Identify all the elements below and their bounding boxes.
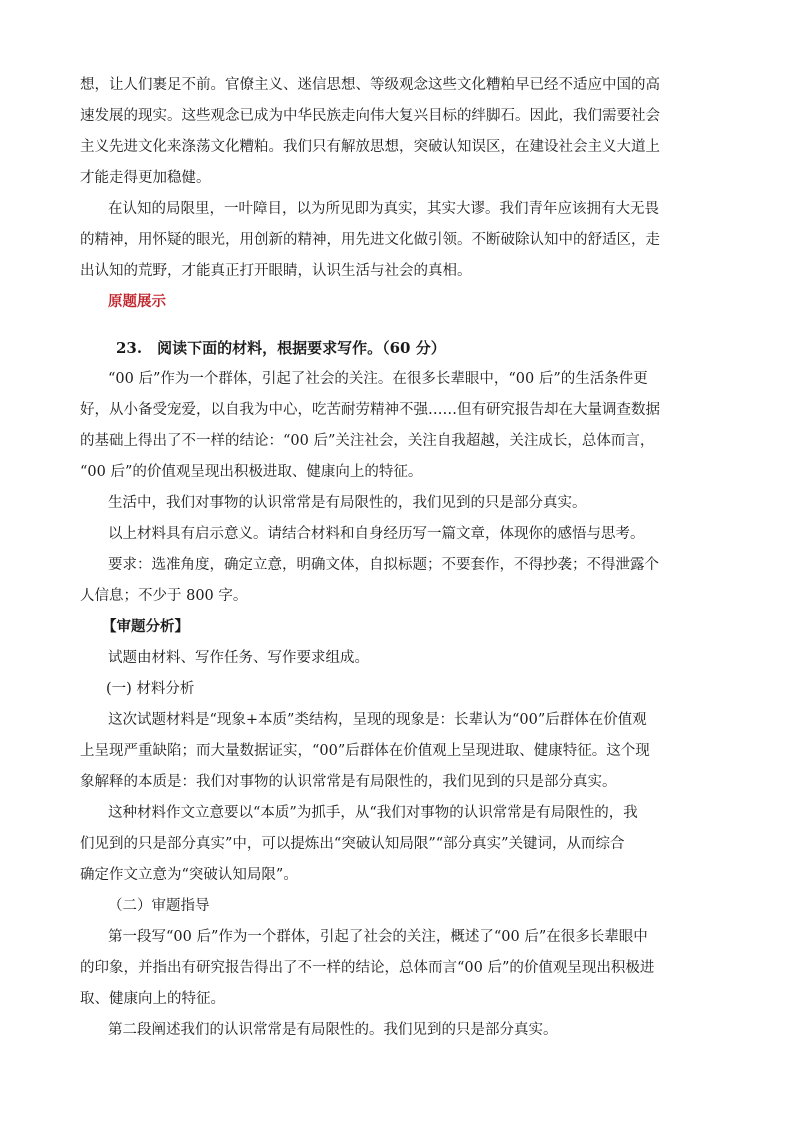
paragraph-line: 想，让人们裹足不前。官僚主义、迷信思想、等级观念这些文化糟粕早已经不适应中国的高 <box>80 77 660 93</box>
paragraph-line: 好，从小备受宠爱，以自我为中心，吃苦耐劳精神不强……但有研究报告却在大量调查数据 <box>80 402 660 418</box>
paragraph-line: 的印象，并指出有研究报告得出了不一样的结论，总体而言“00 后”的价值观呈现出积极进 <box>80 960 655 976</box>
paragraph-line: 的基础上得出了不一样的结论：“00 后”关注社会，关注自我超越，关注成长，总体而言， <box>80 433 655 449</box>
paragraph-line: 象解释的本质是：我们对事物的认识常常是有局限性的，我们见到的只是部分真实。 <box>80 774 617 790</box>
paragraph-line: 第一段写“00 后”作为一个群体，引起了社会的关注，概述了“00 后”在很多长辈眼中 <box>108 929 648 945</box>
paragraph-line: 人信息；不少于 800 字。 <box>80 588 248 604</box>
paragraph-line: 才能走得更加稳健。 <box>80 170 211 186</box>
paragraph-line: 速发展的现实。这些观念已成为中华民族走向伟大复兴目标的绊脚石。因此，我们需要社会 <box>80 108 660 124</box>
question-title: 23. 阅读下面的材料，根据要求写作。（60 分） <box>116 339 446 357</box>
paragraph-line: 在认知的局限里，一叶障目，以为所见即为真实，其实大谬。我们青年应该拥有大无畏 <box>108 201 659 217</box>
paragraph-line: 第二段阐述我们的认识常常是有局限性的。我们见到的只是部分真实。 <box>108 1022 558 1038</box>
paragraph-line: 生活中，我们对事物的认识常常是有局限性的，我们见到的只是部分真实。 <box>108 495 587 511</box>
paragraph-line: 的精神，用怀疑的眼光，用创新的精神，用先进文化做引领。不断破除认知中的舒适区，走 <box>80 232 660 248</box>
paragraph-line: “00 后”的价值观呈现出积极进取、健康向上的特征。 <box>80 464 423 480</box>
paragraph-line: 上呈现严重缺陷；而大量数据证实，“00”后群体在价值观上呈现进取、健康特征。这个现 <box>80 743 650 759</box>
paragraph-line: 这次试题材料是“现象+本质”类结构，呈现的现象是：长辈认为“00”后群体在价值观 <box>108 712 647 728</box>
paragraph-line: 取、健康向上的特征。 <box>80 991 225 1007</box>
paragraph-line: 确定作文立意为“突破认知局限”。 <box>80 867 298 883</box>
paragraph-line: 出认知的荒野，才能真正打开眼睛，认识生活与社会的真相。 <box>80 263 472 279</box>
section-heading-original-question: 原题展示 <box>108 293 166 310</box>
paragraph-line: 们见到的只是部分真实”中，可以提炼出“突破认知局限”“部分真实”关键词，从而综合 <box>80 836 625 852</box>
paragraph-line: “00 后”作为一个群体，引起了社会的关注。在很多长辈眼中，“00 后”的生活条件更 <box>108 371 648 387</box>
paragraph-line: 这种材料作文立意要以“本质”为抓手，从“我们对事物的认识常常是有局限性的，我 <box>108 805 638 821</box>
paragraph-line: 试题由材料、写作任务、写作要求组成。 <box>108 650 369 666</box>
paragraph-line: 以上材料具有启示意义。请结合材料和自身经历写一篇文章，体现你的感悟与思考。 <box>108 526 645 542</box>
subsection-title: (一) 材料分析 <box>106 681 195 697</box>
subsection-title: （二）审题指导 <box>108 898 210 914</box>
paragraph-line: 要求：选准角度，确定立意，明确文体，自拟标题；不要套作，不得抄袭；不得泄露个 <box>108 557 659 573</box>
paragraph-line: 主义先进文化来涤荡文化糟粕。我们只有解放思想，突破认知误区，在建设社会主义大道上 <box>80 139 660 155</box>
analysis-heading: 【审题分析】 <box>102 618 189 635</box>
